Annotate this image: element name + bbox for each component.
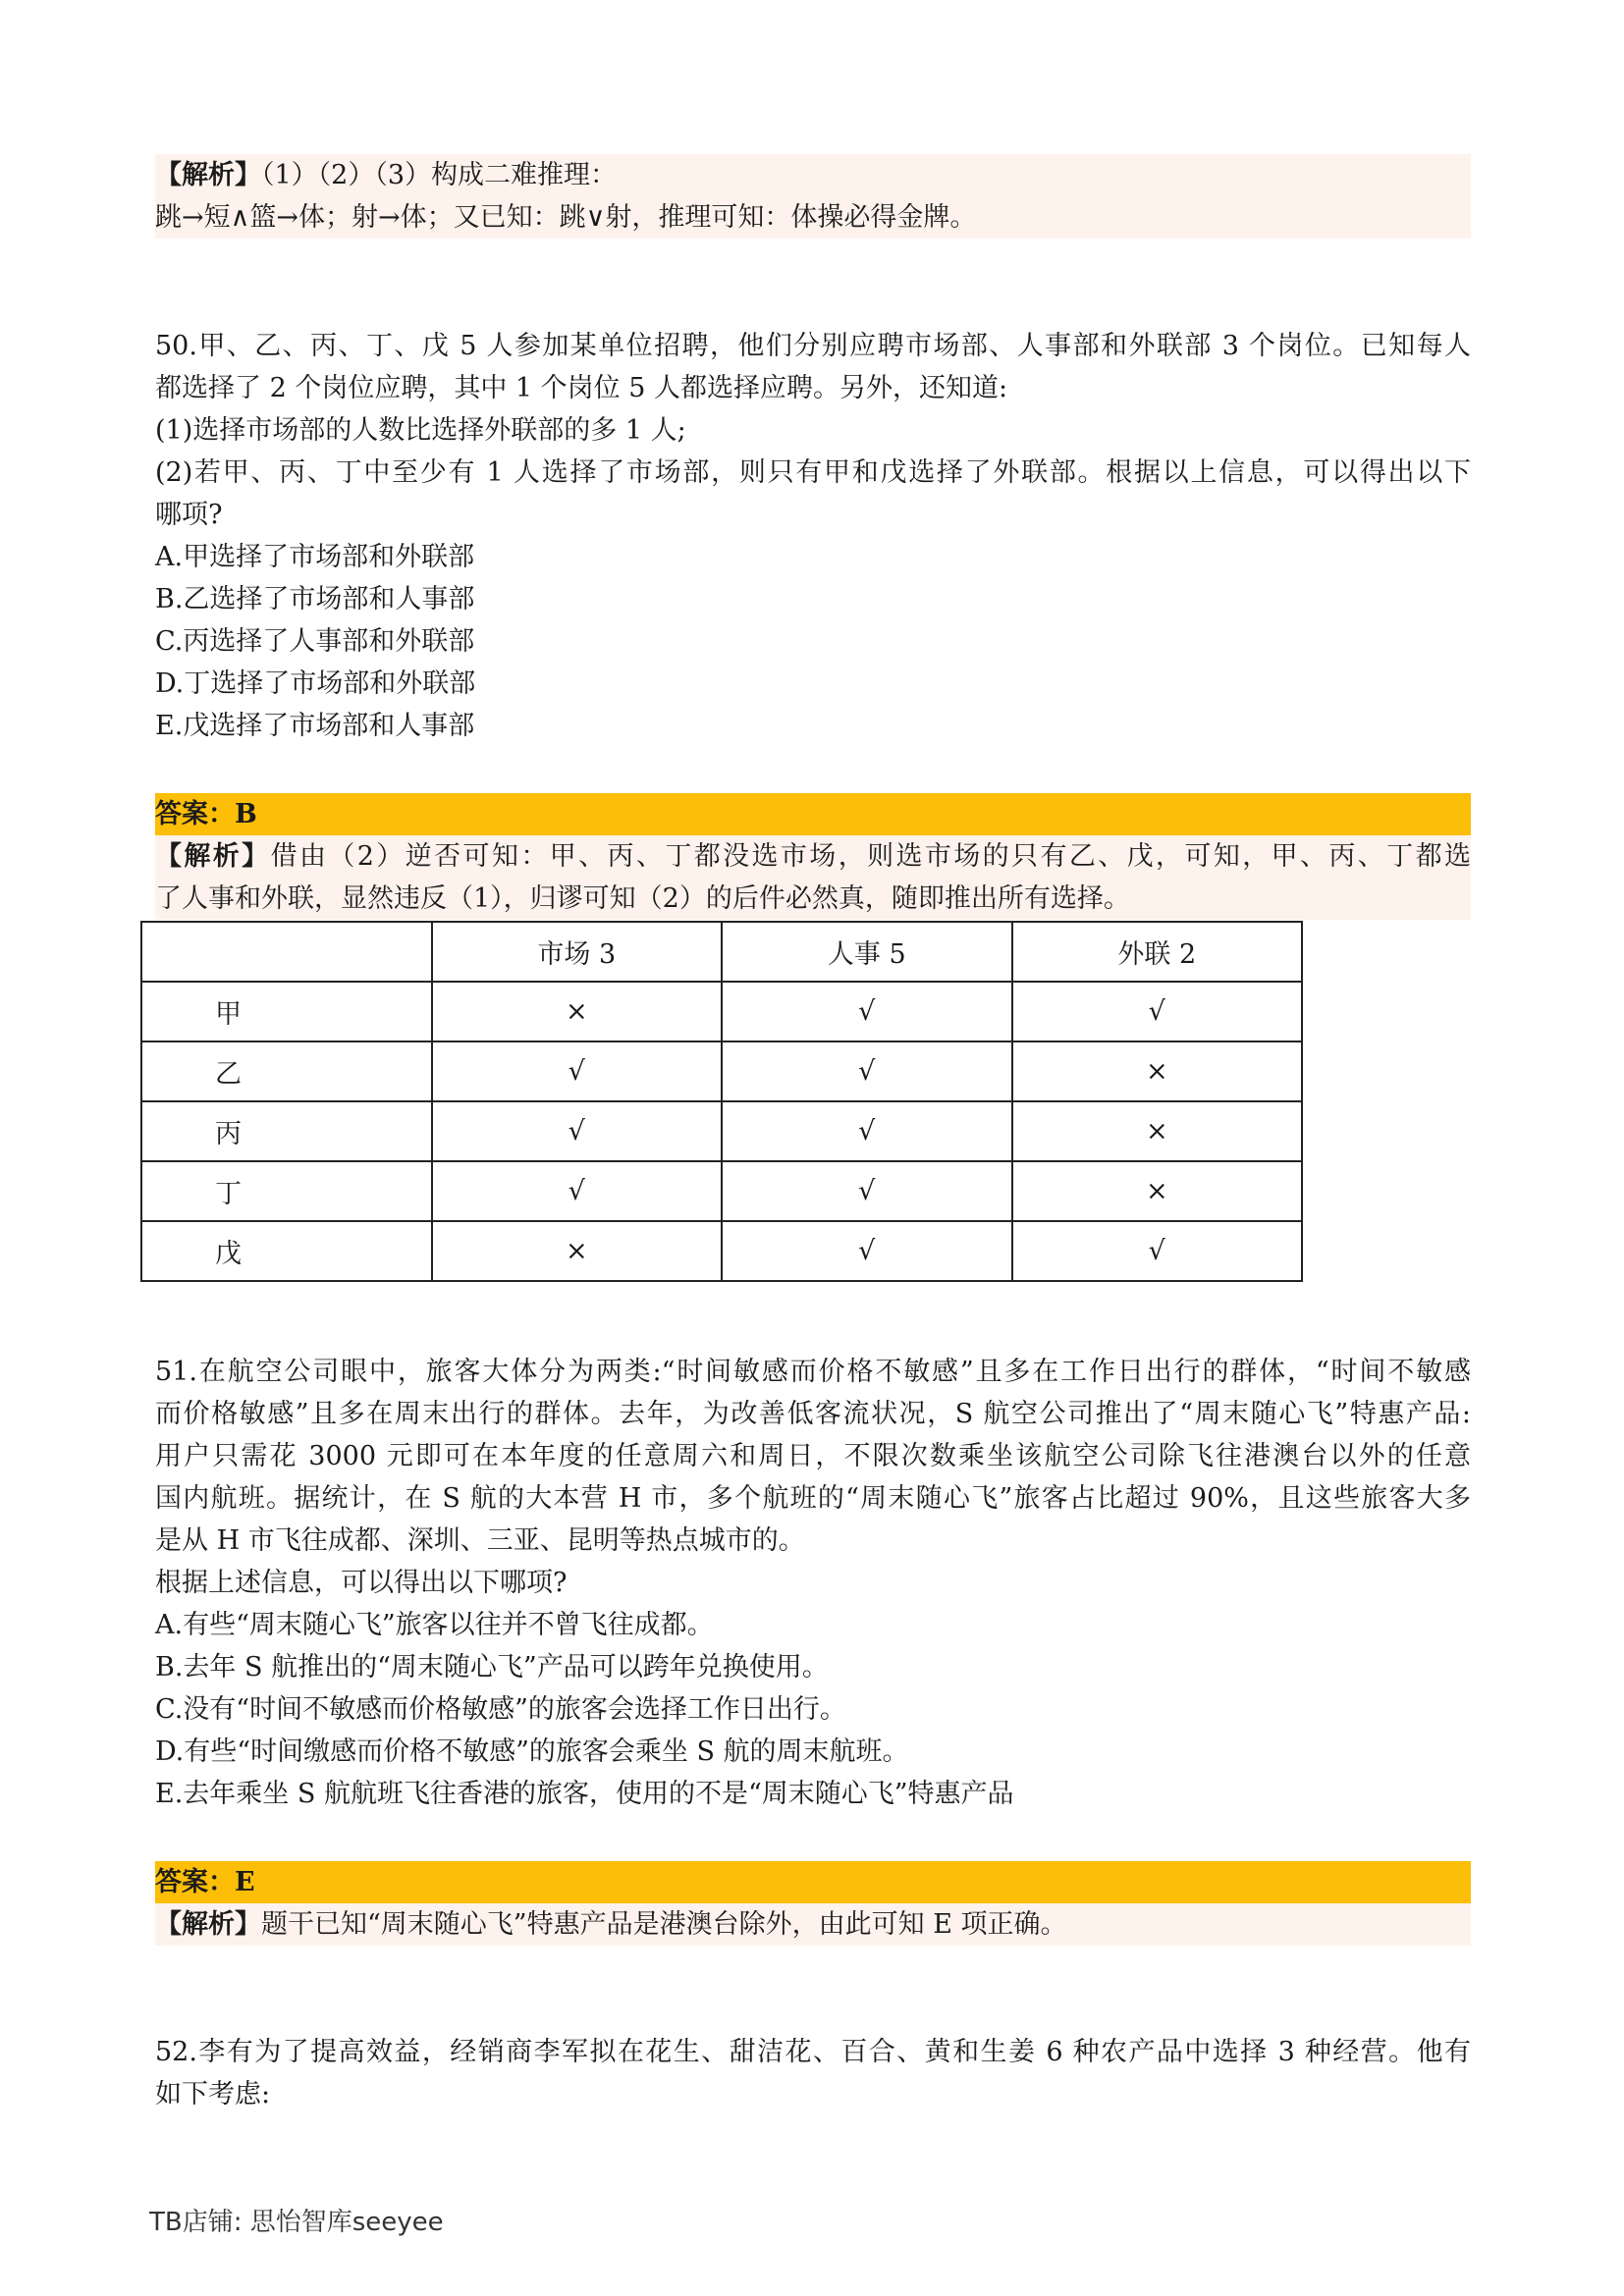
q51-stem-line-1: 51.在航空公司眼中，旅客大体分为两类:“时间敏感而价格不敏感”且多在工作日出行的群体，“时间不敏感	[155, 1357, 1471, 1387]
q51-stem	[155, 1351, 1471, 1815]
mark-cell: ×	[1012, 1161, 1303, 1221]
q50-analysis-line-1: 借由（2）逆否可知：甲、丙、丁都没选市场，则选市场的只有乙、戊，可知，甲、丙、丁都选	[270, 841, 1471, 872]
q49-analysis-line-1: （1）（2）（3）构成二难推理：	[261, 160, 618, 190]
q52-stem-line-2: 如下考虑:	[155, 2079, 271, 2109]
table-row	[141, 1161, 1302, 1221]
mark-cell: ×	[432, 1221, 723, 1281]
q50-stem-line-3: (1)选择市场部的人数比选择外联部的多 1 人;	[155, 415, 686, 446]
q49-analysis-label: 【解析】	[155, 160, 261, 190]
q51-stem-line-3: 用户只需花 3000 元即可在本年度的任意周六和周日，不限次数乘坐该航空公司除飞往港澳台以外的任意	[155, 1441, 1471, 1471]
table-row	[141, 1041, 1302, 1101]
q50-answer: 答案：B	[155, 799, 257, 829]
table-header-row	[141, 922, 1302, 982]
q50-analysis	[155, 835, 1471, 920]
q50-option-d: D.丁选择了市场部和外联部	[155, 668, 476, 699]
q51-stem-line-5: 是从 H 市飞往成都、深圳、三亚、昆明等热点城市的。	[155, 1525, 805, 1556]
mark-cell: √	[1012, 1221, 1303, 1281]
q50-stem-line-1: 50.甲、乙、丙、丁、戊 5 人参加某单位招聘，他们分别应聘市场部、人事部和外联部 3 个岗位。已知每人	[155, 331, 1471, 361]
mark-cell: √	[722, 1101, 1012, 1161]
q49-analysis	[155, 154, 1471, 239]
header-cell-blank	[141, 922, 432, 982]
q50-option-e: E.戊选择了市场部和人事部	[155, 711, 475, 741]
q50-option-b: B.乙选择了市场部和人事部	[155, 584, 475, 614]
mark-cell: √	[722, 982, 1012, 1041]
mark-cell: ×	[1012, 1041, 1303, 1101]
q51-option-a: A.有些“周末随心飞”旅客以往并不曾飞往成都。	[155, 1610, 714, 1640]
row-name-cell: 丁	[141, 1161, 432, 1221]
q51-option-b: B.去年 S 航推出的“周末随心飞”产品可以跨年兑换使用。	[155, 1652, 829, 1682]
header-cell-market: 市场 3	[432, 922, 723, 982]
mark-cell: √	[432, 1101, 723, 1161]
table-row	[141, 1101, 1302, 1161]
q51-stem-line-2: 而价格敏感”且多在周末出行的群体。去年，为改善低客流状况，S 航空公司推出了“周末随心飞”特惠产品:	[155, 1399, 1471, 1429]
mark-cell: √	[432, 1161, 723, 1221]
q51-analysis-label: 【解析】	[155, 1909, 261, 1940]
table-row	[141, 1221, 1302, 1281]
mark-cell: √	[722, 1161, 1012, 1221]
mark-cell: √	[722, 1221, 1012, 1281]
q51-analysis	[155, 1903, 1471, 1946]
q50-answer-bar	[155, 793, 1471, 835]
header-cell-hr: 人事 5	[722, 922, 1012, 982]
q49-analysis-line-2: 跳→短∧篮→体；射→体；又已知：跳∨射，推理可知：体操必得金牌。	[155, 202, 977, 233]
q51-option-e: E.去年乘坐 S 航航班飞往香港的旅客，使用的不是“周末随心飞”特惠产品	[155, 1779, 1014, 1809]
q51-answer: 答案：E	[155, 1867, 255, 1897]
row-name-cell: 甲	[141, 982, 432, 1041]
mark-cell: ×	[1012, 1101, 1303, 1161]
q51-analysis-line-1: 题干已知“周末随心飞”特惠产品是港澳台除外，由此可知 E 项正确。	[261, 1909, 1067, 1940]
q50-option-a: A.甲选择了市场部和外联部	[155, 542, 475, 572]
q50-analysis-label: 【解析】	[155, 841, 271, 872]
mark-cell: √	[432, 1041, 723, 1101]
mark-cell: ×	[432, 982, 723, 1041]
q50-stem	[155, 325, 1471, 747]
row-name-cell: 丙	[141, 1101, 432, 1161]
q50-stem-line-2: 都选择了 2 个岗位应聘，其中 1 个岗位 5 人都选择应聘。另外，还知道:	[155, 373, 1008, 403]
mark-cell: √	[1012, 982, 1303, 1041]
row-name-cell: 戊	[141, 1221, 432, 1281]
mark-cell: √	[722, 1041, 1012, 1101]
q51-option-d: D.有些“时间缴感而价格不敏感”的旅客会乘坐 S 航的周末航班。	[155, 1736, 909, 1767]
q50-stem-line-5: 哪项?	[155, 500, 223, 530]
q51-stem-line-4: 国内航班。据统计，在 S 航的大本营 H 市，多个航班的“周末随心飞”旅客占比超过 90%，且这些旅客大多	[155, 1483, 1471, 1514]
table-row	[141, 982, 1302, 1041]
q51-stem-line-6: 根据上述信息，可以得出以下哪项?	[155, 1568, 568, 1598]
q50-option-c: C.丙选择了人事部和外联部	[155, 626, 475, 657]
q51-option-c: C.没有“时间不敏感而价格敏感”的旅客会选择工作日出行。	[155, 1694, 846, 1725]
q52-stem	[155, 2031, 1471, 2115]
q51-answer-bar	[155, 1861, 1471, 1903]
q52-stem-line-1: 52.李有为了提高效益，经销商李军拟在花生、甜洁花、百合、黄和生姜 6 种农产品中选择 3 种经营。他有	[155, 2037, 1471, 2067]
q50-analysis-line-2: 了人事和外联，显然违反（1），归谬可知（2）的后件必然真，随即推出所有选择。	[155, 883, 1130, 914]
footer-shop-label: TB店铺: 思怡智库seeyee	[149, 2208, 444, 2237]
selection-table	[140, 921, 1303, 1282]
q50-stem-line-4: (2)若甲、丙、丁中至少有 1 人选择了市场部，则只有甲和戊选择了外联部。根据以上信息，可以得出以下	[155, 457, 1471, 488]
header-cell-external: 外联 2	[1012, 922, 1303, 982]
row-name-cell: 乙	[141, 1041, 432, 1101]
